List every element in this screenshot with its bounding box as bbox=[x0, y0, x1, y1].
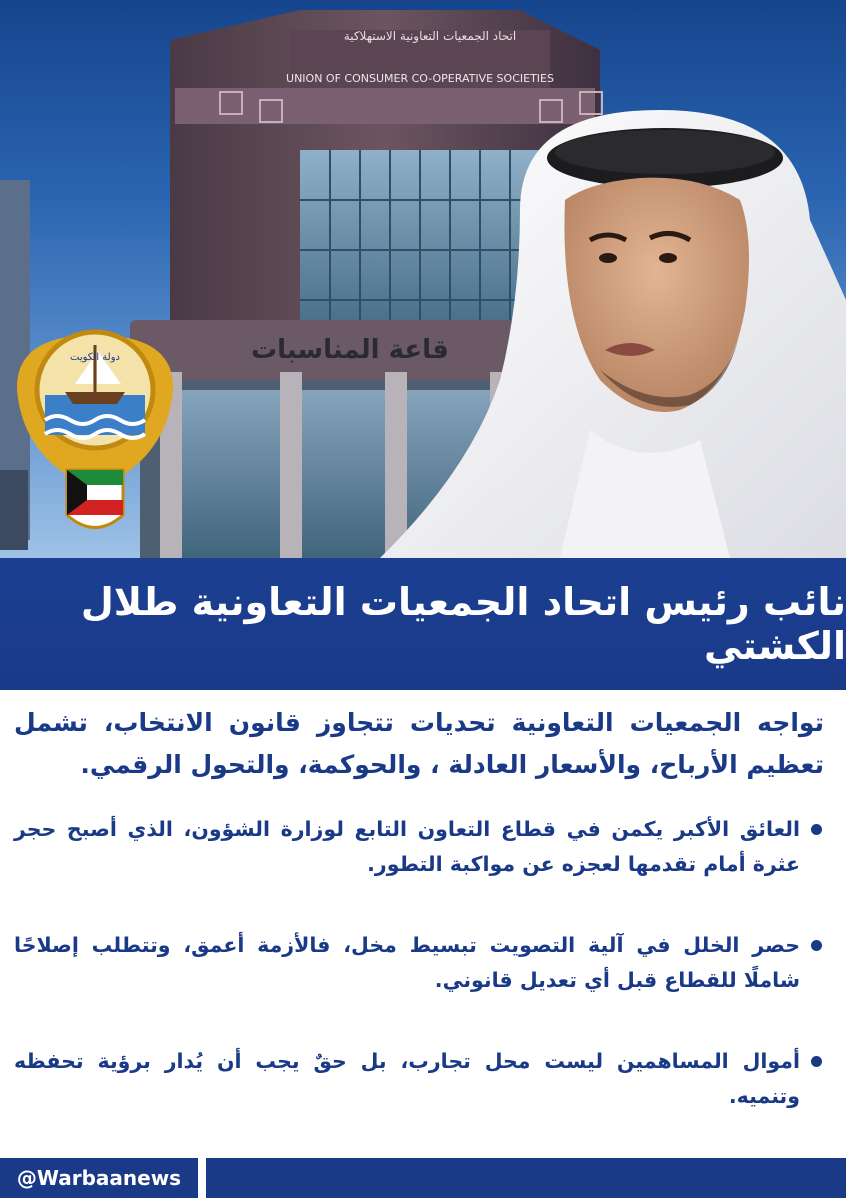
building-sign-arabic: اتحاد الجمعيات التعاونية الاستهلاكية bbox=[343, 29, 517, 43]
bullet-text: أموال المساهمين ليست محل تجارب، بل حقٌ يجب أن يُدار برؤية تحفظه وتنميه. bbox=[14, 1049, 800, 1108]
bullet-item bbox=[14, 1044, 830, 1114]
bullet-item bbox=[14, 928, 830, 998]
hero-image bbox=[0, 0, 846, 558]
hall-sign: قاعة المناسبات bbox=[251, 335, 449, 365]
bullet-item bbox=[14, 812, 830, 882]
bullet-text: العائق الأكبر يكمن في قطاع التعاون التابع لوزارة الشؤون، الذي أصبح حجر عثرة أمام تقدمها لعجزه عن مواكبة التطور. bbox=[14, 817, 800, 876]
intro-paragraph: تواجه الجمعيات التعاونية تحديات تتجاوز قانون الانتخاب، تشمل تعظيم الأرباح، والأسعار العادلة ، والحوكمة، والتحول الرقمي. bbox=[14, 708, 824, 779]
title-banner bbox=[0, 558, 846, 690]
bullet-dot-icon bbox=[811, 940, 822, 951]
hero-illustration bbox=[0, 0, 846, 558]
article-body bbox=[0, 690, 846, 1156]
footer bbox=[0, 1156, 846, 1200]
bullet-text: حصر الخلل في آلية التصويت تبسيط مخل، فالأزمة أعمق، وتتطلب إصلاحًا شاملًا للقطاع قبل أي تعديل قانوني. bbox=[14, 933, 800, 992]
emblem-text: دولة الكويت bbox=[70, 352, 120, 363]
building-sign-english: UNION OF CONSUMER CO-OPERATIVE SOCIETIES bbox=[286, 72, 554, 85]
bullet-list bbox=[14, 812, 830, 1114]
bullet-dot-icon bbox=[811, 1056, 822, 1067]
footer-bar bbox=[206, 1158, 846, 1198]
social-handle: @Warbaanews bbox=[0, 1158, 198, 1198]
headline: نائب رئيس اتحاد الجمعيات التعاونية طلال الكشتي bbox=[80, 580, 846, 668]
bullet-dot-icon bbox=[811, 824, 822, 835]
